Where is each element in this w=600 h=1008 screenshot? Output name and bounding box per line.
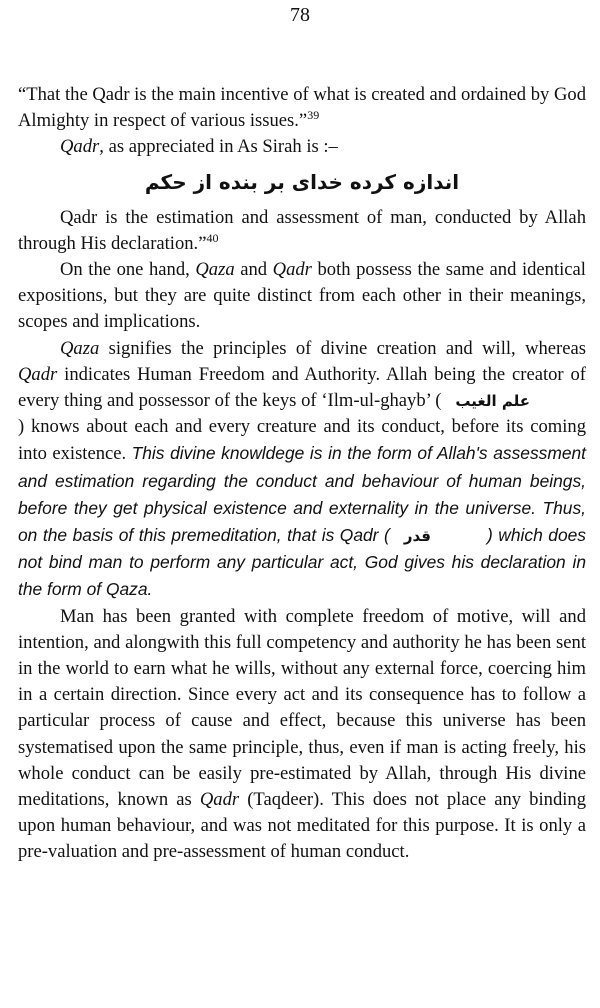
term-qadr: Qadr xyxy=(272,259,312,281)
p5-text-b: indicates Human Freedom and Authority. Allah being the creator of every thing and possessor of the keys of ‘Ilm-ul-ghayb’ ( xyxy=(18,363,586,412)
term-qadr: Qadr xyxy=(199,789,240,811)
arabic-qadr: قدر xyxy=(403,527,431,546)
p5-italic-passage-2: ) which does not bind man to perform any particular act, God gives his declaration in the form of Qaza. xyxy=(18,525,586,600)
arabic-ilm-ul-ghayb: علم الغيب xyxy=(455,392,530,411)
paragraph-qaza-qadr xyxy=(18,257,586,336)
arabic-definition: اندازه کرده خدای بر بنده از حکم xyxy=(144,169,460,194)
p5-italic-passage-1: This divine knowldege is in the form of Allah's assessment and estimation regarding the conduct and behaviour of human beings, before they get physical existence and externality in the universe. Thus, on the basis of this premeditation, that is Qadr ( xyxy=(18,443,587,546)
term-qadr: Qadr xyxy=(60,136,100,158)
p4-text-b: and xyxy=(234,259,273,281)
p5-text-c: ) knows about each and every creature and its conduct, before its coming into existence. xyxy=(18,416,586,465)
term-qaza: Qaza xyxy=(60,337,100,359)
term-qadr: Qadr xyxy=(18,363,58,385)
paragraph-qadr-intro xyxy=(18,134,586,160)
p6-text-a: Man has been granted with complete freedom of motive, will and intention, and alongwith this full competency and authority he has been sent in the world to earn what he wills, without any external force, coercing him in a certain direction. Since every act and its consequence has to follow a particular process of cause and effect, because this universe has been systematised upon the same principle, thus, even if man is acting freely, his whole conduct can be easily pre-estimated by Allah, through His divine meditations, known as xyxy=(18,605,586,811)
footnote-ref-40: 40 xyxy=(206,230,219,245)
footnote-ref-39: 39 xyxy=(307,108,320,123)
p6-text-b: (Taqdeer). This does not place any binding upon human behaviour, and was not meditated for this purpose. It is only a pre-valuation and pre-assessment of human conduct. xyxy=(18,789,586,863)
qadr-intro-text: , as appreciated in As Sirah is :– xyxy=(99,136,338,158)
p5-text-a: signifies the principles of divine creation and will, whereas xyxy=(99,337,586,359)
paragraph-freedom xyxy=(18,604,586,866)
qadr-definition-text: Qadr is the estimation and assessment of man, conducted by Allah through His declaration.” xyxy=(18,206,586,254)
paragraph-quote xyxy=(18,82,586,134)
p4-text-c: both possess the same and identical expositions, but they are quite distinct from each other in their meanings, scopes and implications. xyxy=(18,259,586,333)
page-number: 78 xyxy=(290,4,310,26)
paragraph-qadr-definition xyxy=(18,205,586,257)
paragraph-qaza-signifies xyxy=(18,336,586,604)
quote-text: “That the Qadr is the main incentive of what is created and ordained by God Almighty in respect of various issues.” xyxy=(18,84,586,132)
p4-text-a: On the one hand, xyxy=(60,259,196,281)
page-content xyxy=(18,82,586,866)
term-qaza: Qaza xyxy=(195,259,235,281)
